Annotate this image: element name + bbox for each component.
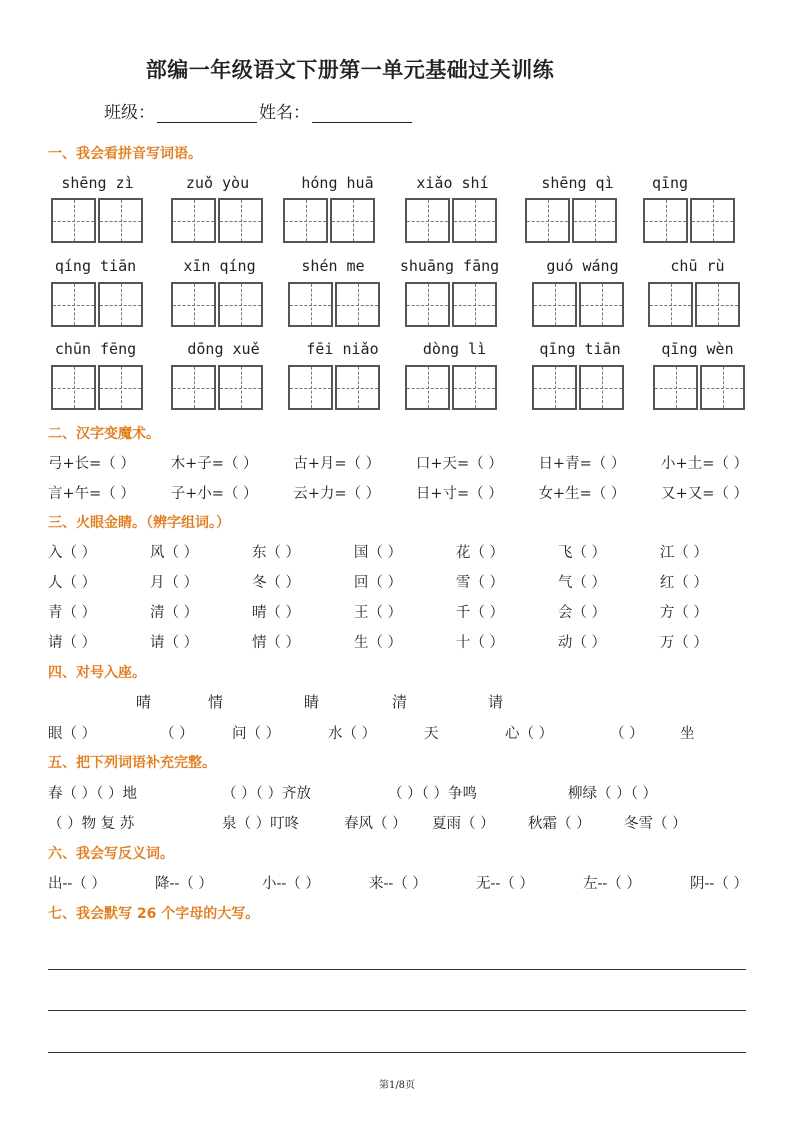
magic-item[interactable]: 口+天=（ ） (415, 456, 503, 472)
magic-item[interactable]: 日+寸=（ ） (415, 486, 503, 502)
writing-grid[interactable] (171, 198, 265, 243)
writing-line[interactable] (48, 1052, 746, 1053)
complete-item[interactable]: 冬雪（ ） (624, 816, 687, 832)
pinyin-label: xiǎo shí (416, 174, 489, 192)
class-blank[interactable] (157, 102, 257, 123)
name-blank[interactable] (312, 102, 412, 123)
distinguish-item[interactable]: 千（ ） (455, 605, 504, 621)
antonym-item[interactable]: 无--（ ） (476, 876, 534, 892)
antonym-item[interactable]: 出--（ ） (48, 876, 106, 892)
pinyin-label: fēi niǎo (306, 340, 379, 358)
magic-item[interactable]: 弓+长=（ ） (48, 456, 135, 472)
writing-grid[interactable] (171, 282, 265, 327)
complete-item[interactable]: （ ）物 复 苏 (48, 816, 135, 832)
writing-grid[interactable] (405, 198, 499, 243)
pinyin-label: hóng huā (301, 174, 374, 192)
choice-word: 睛 (304, 693, 320, 711)
complete-item[interactable]: 夏雨（ ） (432, 816, 495, 832)
pinyin-label: xīn qíng (183, 257, 256, 275)
magic-row (48, 452, 748, 473)
writing-grid[interactable] (653, 365, 747, 410)
magic-item[interactable]: 日+青=（ ） (538, 456, 626, 472)
pinyin-label: shēng zì (61, 174, 134, 192)
pinyin-label: qīng tiān (539, 340, 621, 358)
distinguish-item[interactable]: 清（ ） (149, 605, 199, 621)
writing-grid[interactable] (648, 282, 742, 327)
antonym-item[interactable]: 左--（ ） (583, 876, 641, 892)
complete-item[interactable]: 泉（ ）叮咚 (222, 816, 300, 832)
pinyin-label: shuāng fāng (399, 257, 500, 275)
distinguish-item[interactable]: 国（ ） (353, 545, 403, 561)
distinguish-item[interactable]: 东（ ） (251, 545, 301, 561)
student-info (104, 98, 414, 123)
antonym-item[interactable]: 小--（ ） (262, 876, 320, 892)
magic-item[interactable]: 女+生=（ ） (538, 486, 626, 502)
section-3-heading: 三、火眼金睛。（辨字组词。） (48, 515, 230, 531)
distinguish-row (48, 541, 708, 562)
pinyin-label: chū rù (670, 257, 725, 275)
distinguish-item[interactable]: 晴（ ） (251, 605, 301, 621)
section-5-heading: 五、把下列词语补充完整。 (48, 755, 216, 771)
writing-line[interactable] (48, 1010, 746, 1011)
pinyin-label: qīng wèn (661, 340, 734, 358)
complete-item[interactable]: （ ）（ ）争鸣 (388, 786, 477, 802)
distinguish-row (48, 601, 708, 622)
magic-item[interactable]: 木+子=（ ） (170, 456, 258, 472)
pinyin-label: qíng tiān (54, 257, 137, 275)
magic-item[interactable]: 又+又=（ ） (661, 486, 748, 502)
writing-grid[interactable] (51, 365, 145, 410)
writing-grid[interactable] (51, 282, 145, 327)
section-6-heading: 六、我会写反义词。 (48, 846, 174, 862)
page-title: 部编一年级语文下册第一单元基础过关训练 (145, 58, 555, 82)
writing-grid[interactable] (525, 198, 619, 243)
distinguish-item[interactable]: 会（ ） (557, 605, 606, 621)
pinyin-label: zuǒ yòu (185, 174, 250, 192)
match-item[interactable]: 问（ ） (232, 726, 281, 742)
pinyin-label: guó wáng (546, 257, 619, 275)
match-item: 坐 (680, 726, 695, 742)
writing-grid[interactable] (532, 282, 626, 327)
pinyin-label: dòng lì (422, 340, 487, 358)
distinguish-row (48, 571, 708, 592)
magic-item[interactable]: 言+午=（ ） (48, 486, 135, 502)
distinguish-item[interactable]: 万（ ） (659, 635, 708, 651)
antonym-item[interactable]: 来--（ ） (369, 876, 427, 892)
pinyin-label: qīng (651, 174, 689, 192)
distinguish-item[interactable]: 青（ ） (48, 605, 97, 621)
distinguish-item[interactable]: 请（ ） (149, 635, 199, 651)
writing-grid[interactable] (288, 282, 382, 327)
section-2-heading: 二、汉字变魔术。 (48, 426, 160, 442)
distinguish-item[interactable]: 江（ ） (659, 545, 708, 561)
magic-item[interactable]: 古+月=（ ） (293, 456, 381, 472)
distinguish-item[interactable]: 飞（ ） (557, 545, 606, 561)
name-label: 姓名： (259, 103, 310, 123)
class-label: 班级： (104, 103, 155, 123)
distinguish-item[interactable]: 情（ ） (251, 635, 301, 651)
magic-row (48, 482, 748, 503)
distinguish-item[interactable]: 花（ ） (455, 545, 504, 561)
match-item[interactable]: （ ） (160, 726, 194, 742)
distinguish-item[interactable]: 王（ ） (353, 605, 403, 621)
writing-grid[interactable] (283, 198, 377, 243)
distinguish-item[interactable]: 月（ ） (149, 575, 199, 591)
antonym-row (48, 872, 748, 893)
complete-item[interactable]: 春（ ）（ ）地 (48, 786, 137, 802)
magic-item[interactable]: 云+力=（ ） (293, 486, 381, 502)
pinyin-label: dōng xuě (187, 340, 260, 358)
complete-item[interactable]: 秋霜（ ） (528, 816, 591, 832)
distinguish-item[interactable]: 冬（ ） (251, 575, 301, 591)
antonym-item[interactable]: 阴--（ ） (690, 876, 748, 892)
complete-item[interactable]: （ ）（ ）齐放 (222, 786, 311, 802)
choice-word: 晴 (136, 693, 152, 711)
choice-word: 情 (208, 693, 224, 711)
distinguish-item[interactable]: 方（ ） (659, 605, 708, 621)
distinguish-item[interactable]: 请（ ） (48, 635, 97, 651)
page-number: 第1/8页 (378, 1080, 416, 1091)
complete-item[interactable]: 柳绿（ ）（ ） (568, 786, 657, 802)
distinguish-item[interactable]: 风（ ） (149, 545, 199, 561)
writing-grid[interactable] (643, 198, 737, 243)
writing-grid[interactable] (288, 365, 382, 410)
complete-item[interactable]: 春风（ ） (344, 816, 407, 832)
writing-grid[interactable] (405, 365, 499, 410)
distinguish-item[interactable]: 气（ ） (557, 575, 606, 591)
match-item[interactable]: 水（ ） (328, 726, 377, 742)
match-item[interactable]: 眼（ ） (48, 726, 97, 742)
choice-word: 请 (488, 693, 504, 711)
writing-grid[interactable] (51, 198, 145, 243)
match-item[interactable]: （ ） (610, 726, 644, 742)
distinguish-item[interactable]: 雪（ ） (455, 575, 504, 591)
writing-grid[interactable] (171, 365, 265, 410)
section-4-heading: 四、对号入座。 (48, 665, 146, 681)
writing-grid[interactable] (532, 365, 626, 410)
distinguish-item[interactable]: 红（ ） (659, 575, 708, 591)
distinguish-row (48, 631, 708, 652)
pinyin-label: chūn fēng (54, 340, 137, 358)
pinyin-label: shén me (301, 257, 365, 275)
choice-word: 清 (392, 693, 408, 711)
antonym-item[interactable]: 降--（ ） (155, 876, 213, 892)
distinguish-item[interactable]: 人（ ） (48, 575, 97, 591)
magic-item[interactable]: 小+土=（ ） (661, 456, 748, 472)
distinguish-item[interactable]: 生（ ） (353, 635, 403, 651)
distinguish-item[interactable]: 十（ ） (455, 635, 504, 651)
section-1-heading: 一、我会看拼音写词语。 (48, 146, 202, 162)
distinguish-item[interactable]: 动（ ） (557, 635, 606, 651)
writing-line[interactable] (48, 969, 746, 970)
match-item[interactable]: 心（ ） (505, 726, 554, 742)
writing-grid[interactable] (405, 282, 499, 327)
magic-item[interactable]: 子+小=（ ） (170, 486, 258, 502)
distinguish-item[interactable]: 入（ ） (48, 545, 97, 561)
pinyin-label: shēng qì (541, 174, 614, 192)
distinguish-item[interactable]: 回（ ） (353, 575, 403, 591)
match-item: 天 (424, 726, 439, 742)
section-7-heading: 七、我会默写 26 个字母的大写。 (48, 906, 260, 922)
